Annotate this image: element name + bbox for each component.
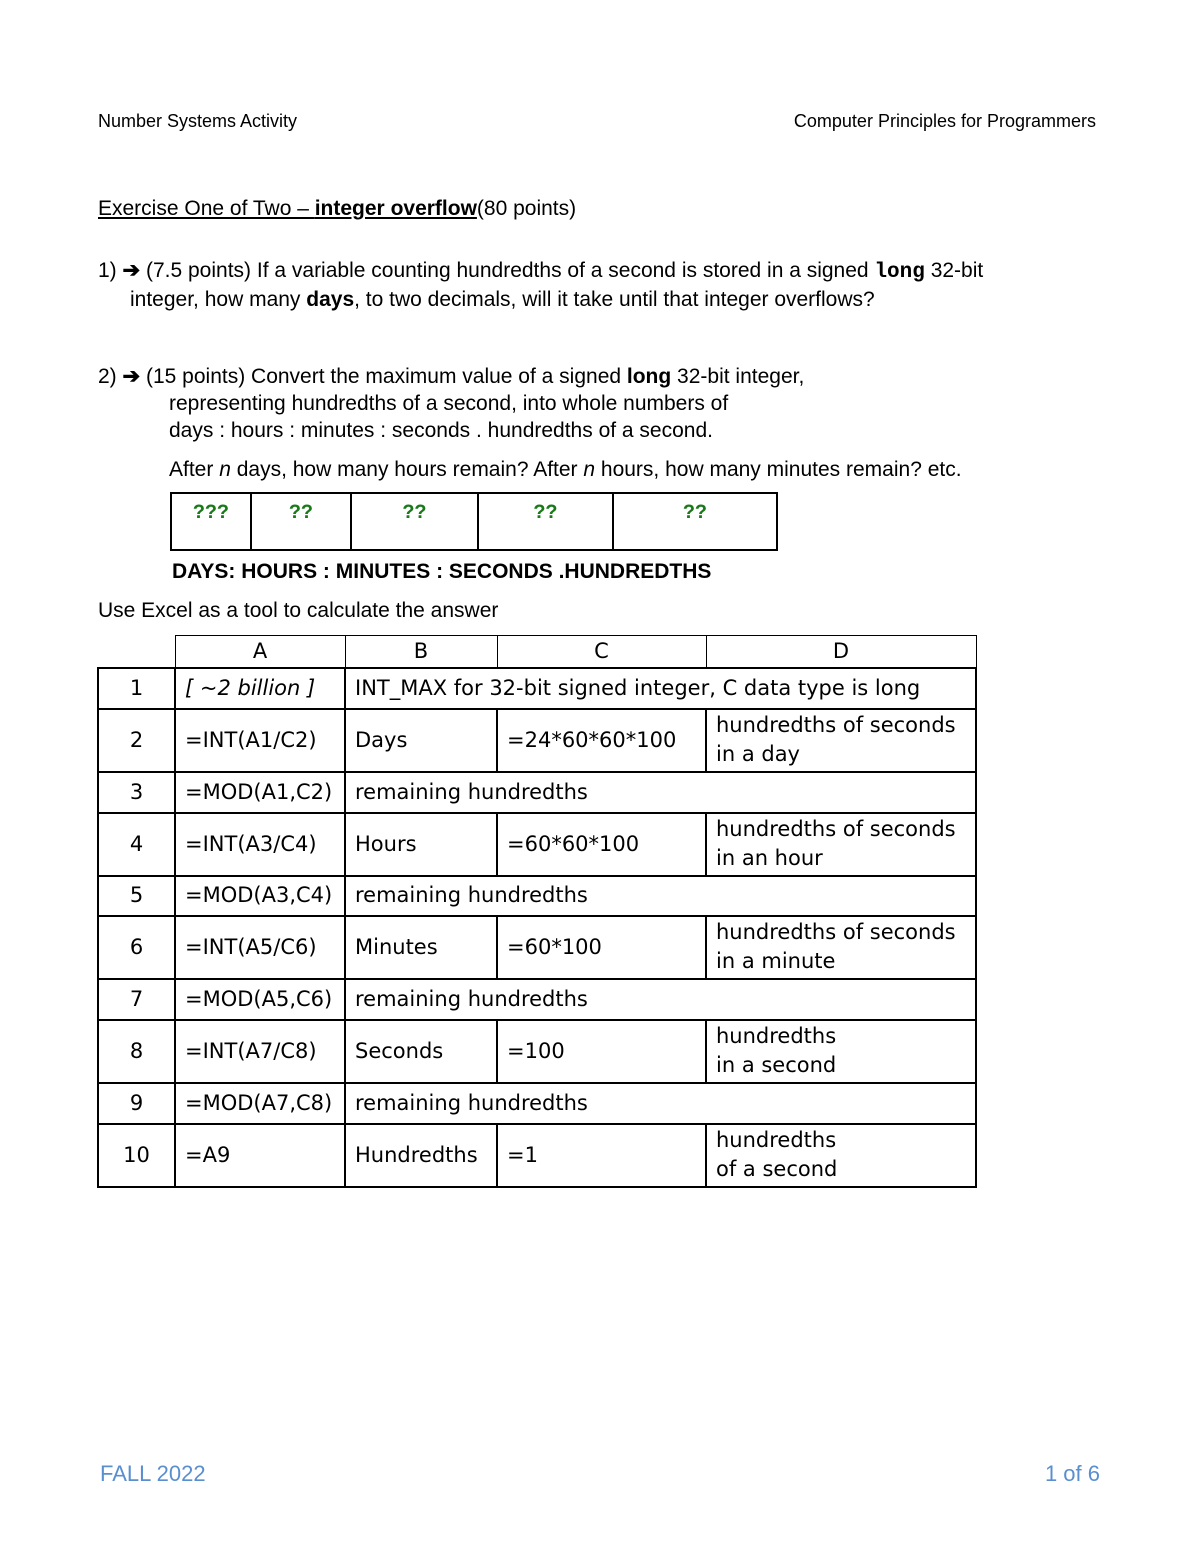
cell-d (706, 709, 976, 772)
column-header-a: A (175, 636, 345, 668)
q2-keyword: long (626, 365, 672, 388)
row-number: 6 (98, 916, 175, 979)
cell-bcd: remaining hundredths (345, 772, 976, 813)
row-number: 4 (98, 813, 175, 876)
table-row (98, 979, 976, 1020)
cell-bcd: remaining hundredths (345, 1083, 976, 1124)
column-header-row (98, 636, 976, 668)
q2-text-b: 32-bit integer, (671, 365, 805, 388)
table-row (98, 709, 976, 772)
question-1-line-2 (130, 286, 875, 313)
cell-d (706, 916, 976, 979)
table-row (98, 916, 976, 979)
table-row (98, 668, 976, 709)
question-1 (98, 257, 983, 286)
cell-b: Days (345, 709, 497, 772)
row-number: 3 (98, 772, 175, 813)
cell-d-line-1: hundredths (716, 1024, 837, 1048)
cell-c: =60*60*100 (497, 813, 706, 876)
cell-b: Minutes (345, 916, 497, 979)
row-number: 9 (98, 1083, 175, 1124)
cell-d-line-1: hundredths (716, 1128, 837, 1152)
cell-d-line-2: in an hour (716, 846, 823, 870)
cell-d-line-2: in a minute (716, 949, 836, 973)
question-2 (98, 363, 804, 390)
answer-minutes: ?? (352, 494, 479, 549)
answer-seconds: ?? (479, 494, 614, 549)
header-right: Computer Principles for Programmers (793, 111, 1096, 131)
cell-bcd: INT_MAX for 32-bit signed integer, C data type is long (345, 668, 976, 709)
table-row (98, 1083, 976, 1124)
cell-bcd: remaining hundredths (345, 876, 976, 916)
q2-line-4 (169, 456, 962, 483)
row-number: 2 (98, 709, 175, 772)
table-row (98, 813, 976, 876)
q1-text-a: (7.5 points) If a variable counting hundredths of a second is stored in a signed (145, 259, 875, 282)
cell-a: =INT(A3/C4) (175, 813, 345, 876)
table-row (98, 1020, 976, 1083)
cell-a: =A9 (175, 1124, 345, 1187)
answer-box (170, 492, 778, 551)
excel-table (97, 635, 977, 1188)
table-row (98, 876, 976, 916)
cell-c: =1 (497, 1124, 706, 1187)
exercise-points: (80 points) (476, 197, 577, 220)
answer-label: DAYS: HOURS : MINUTES : SECONDS .HUNDREDTHS (172, 560, 712, 583)
column-header-c: C (497, 636, 706, 668)
cell-bcd: remaining hundredths (345, 979, 976, 1020)
q2-line4-a: After (169, 458, 220, 481)
column-header-b: B (345, 636, 497, 668)
q2-text-a: (15 points) Convert the maximum value of a signed (145, 365, 627, 388)
header-left: Number Systems Activity (98, 111, 298, 131)
cell-b: Hours (345, 813, 497, 876)
cell-d (706, 1020, 976, 1083)
cell-a: =INT(A1/C2) (175, 709, 345, 772)
row-number: 7 (98, 979, 175, 1020)
row-number: 8 (98, 1020, 175, 1083)
cell-d (706, 813, 976, 876)
row-number: 5 (98, 876, 175, 916)
q1-line2-b: , to two decimals, will it take until that integer overflows? (354, 288, 875, 311)
cell-a: =MOD(A1,C2) (175, 772, 345, 813)
q2-line-3: days : hours : minutes : seconds . hundredths of a second. (169, 419, 713, 442)
row-number: 10 (98, 1124, 175, 1187)
q1-line2-a: integer, how many (130, 288, 307, 311)
cell-d (706, 1124, 976, 1187)
q1-line2-bold: days (306, 288, 355, 311)
q2-n2: n (583, 458, 596, 481)
exercise-prefix: Exercise One of Two – (98, 197, 315, 220)
cell-a: =MOD(A7,C8) (175, 1083, 345, 1124)
cell-d-line-2: in a second (716, 1053, 837, 1077)
cell-d-line-1: hundredths of seconds (716, 920, 956, 944)
column-header-d: D (706, 636, 976, 668)
q2-line4-b: days, how many hours remain? After (230, 458, 584, 481)
cell-a: =INT(A7/C8) (175, 1020, 345, 1083)
footer-left: FALL 2022 (100, 1461, 206, 1486)
cell-d-line-2: of a second (716, 1157, 838, 1181)
cell-a: [ ~2 billion ] (175, 668, 345, 709)
q1-arrow-icon: ➔ (122, 259, 141, 282)
cell-b: Hundredths (345, 1124, 497, 1187)
q1-text-b: 32-bit (924, 259, 984, 282)
cell-c: =60*100 (497, 916, 706, 979)
q2-number: 2) (98, 365, 117, 388)
row-number: 1 (98, 668, 175, 709)
q1-number: 1) (98, 259, 117, 282)
exercise-title (98, 195, 576, 222)
cell-d-line-1: hundredths of seconds (716, 817, 956, 841)
table-row (98, 772, 976, 813)
footer-page-number: 1 of 6 (1044, 1461, 1100, 1486)
cell-d-line-2: in a day (716, 742, 800, 766)
answer-hundredths: ?? (682, 502, 707, 525)
cell-a: =MOD(A3,C4) (175, 876, 345, 916)
cell-d-line-1: hundredths of seconds (716, 713, 956, 737)
table-row (98, 1124, 976, 1187)
q2-line4-c: hours, how many minutes remain? etc. (595, 458, 962, 481)
cell-c: =24*60*60*100 (497, 709, 706, 772)
answer-days: ??? (172, 494, 252, 549)
excel-intro: Use Excel as a tool to calculate the answer (98, 599, 499, 622)
q2-n1: n (219, 458, 231, 481)
q2-line-2: representing hundredths of a second, into whole numbers of (169, 392, 729, 415)
cell-b: Seconds (345, 1020, 497, 1083)
corner-cell (98, 636, 175, 668)
cell-a: =INT(A5/C6) (175, 916, 345, 979)
exercise-topic: integer overflow (314, 197, 477, 220)
cell-a: =MOD(A5,C6) (175, 979, 345, 1020)
q1-keyword: long (874, 261, 925, 284)
answer-hours: ?? (252, 494, 352, 549)
q2-arrow-icon: ➔ (122, 365, 141, 388)
cell-c: =100 (497, 1020, 706, 1083)
